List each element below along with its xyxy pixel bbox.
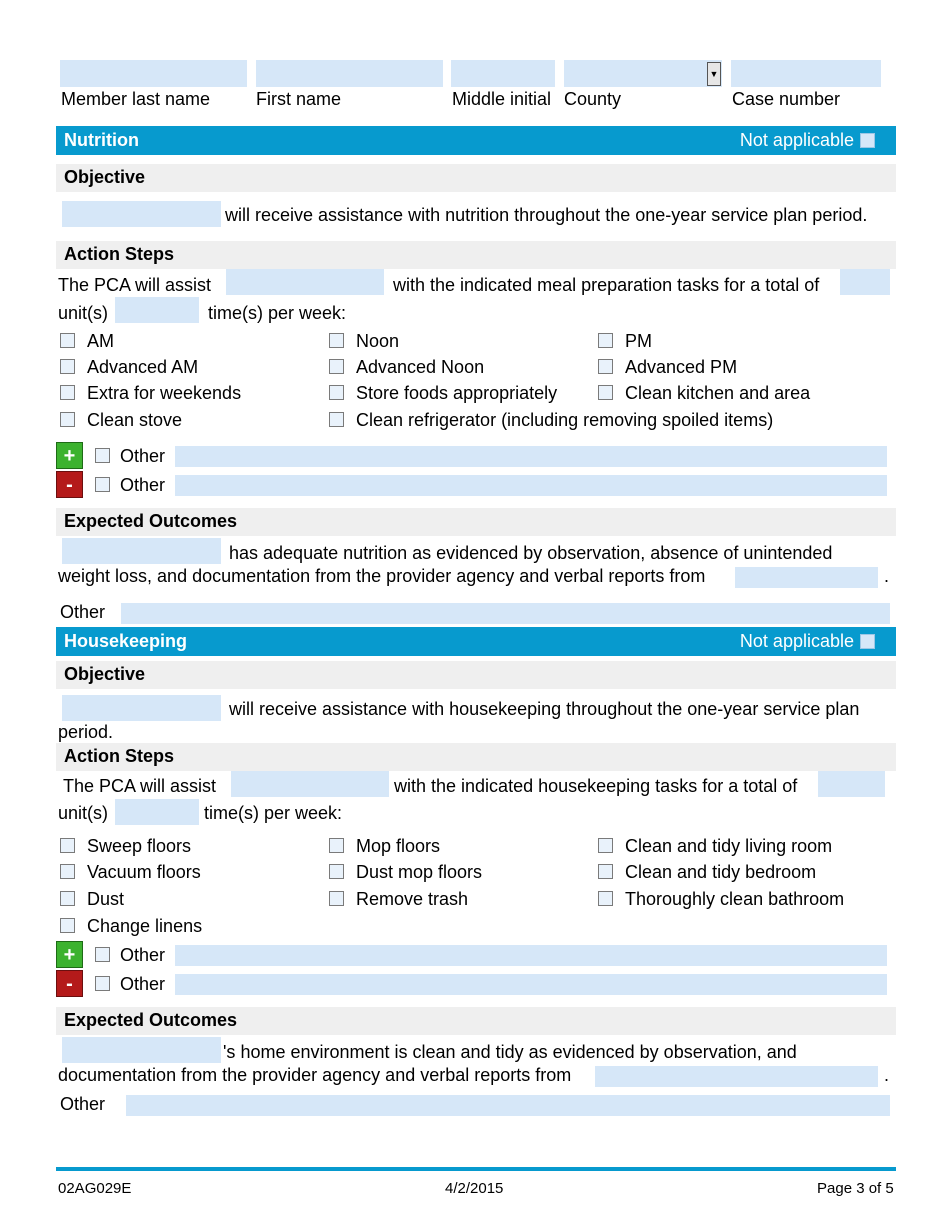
- housekeeping-action-member-input[interactable]: [231, 771, 389, 797]
- nutrition-task-checkbox-noon[interactable]: [329, 333, 344, 348]
- nutrition-task-checkbox-clean-kitchen[interactable]: [598, 385, 613, 400]
- nutrition-expected-outcomes-title: Expected Outcomes: [64, 511, 238, 531]
- housekeeping-task-checkbox-vacuum[interactable]: [60, 864, 75, 879]
- county-select[interactable]: [564, 60, 722, 87]
- nutrition-task-checkbox-advanced-pm[interactable]: [598, 359, 613, 374]
- first-name-input[interactable]: [256, 60, 443, 87]
- nutrition-expected-outcomes-header: [56, 508, 896, 536]
- nutrition-other-checkbox-2[interactable]: [95, 477, 110, 492]
- member-last-name-input[interactable]: [60, 60, 247, 87]
- nutrition-task-label-clean-kitchen: Clean kitchen and area: [625, 383, 811, 403]
- housekeeping-outcome-member-input[interactable]: [62, 1037, 221, 1063]
- housekeeping-action-text-2: with the indicated housekeeping tasks for a total of: [394, 776, 798, 796]
- nutrition-task-label-advanced-pm: Advanced PM: [625, 357, 738, 377]
- nutrition-not-applicable-checkbox[interactable]: [860, 133, 875, 148]
- nutrition-outcome-text-2: weight loss, and documentation from the provider agency and verbal reports from: [58, 566, 706, 586]
- nutrition-task-label-clean-refrigerator: Clean refrigerator (including removing spoiled items): [356, 410, 774, 430]
- footer-date: 4/2/2015: [445, 1180, 504, 1197]
- housekeeping-other-outcome-input[interactable]: [126, 1095, 890, 1116]
- nutrition-task-label-pm: PM: [625, 331, 652, 351]
- housekeeping-units-label: unit(s): [58, 803, 109, 823]
- housekeeping-task-checkbox-bedroom[interactable]: [598, 864, 613, 879]
- housekeeping-task-label-bathroom: Thoroughly clean bathroom: [625, 889, 845, 909]
- housekeeping-task-checkbox-living-room[interactable]: [598, 838, 613, 853]
- nutrition-outcome-member-input[interactable]: [62, 538, 221, 564]
- housekeeping-add-other-button[interactable]: +: [56, 941, 83, 968]
- nutrition-action-member-input[interactable]: [226, 269, 384, 295]
- housekeeping-task-checkbox-mop[interactable]: [329, 838, 344, 853]
- nutrition-objective-member-input[interactable]: [62, 201, 221, 227]
- nutrition-task-checkbox-clean-stove[interactable]: [60, 412, 75, 427]
- housekeeping-title: Housekeeping: [64, 631, 188, 651]
- nutrition-task-label-advanced-noon: Advanced Noon: [356, 357, 485, 377]
- case-number-input[interactable]: [731, 60, 881, 87]
- nutrition-task-checkbox-advanced-noon[interactable]: [329, 359, 344, 374]
- housekeeping-expected-outcomes-header: [56, 1007, 896, 1035]
- housekeeping-objective-title: Objective: [64, 664, 146, 684]
- housekeeping-outcome-text-2: documentation from the provider agency and verbal reports from: [58, 1065, 572, 1085]
- nutrition-times-label: time(s) per week:: [208, 303, 347, 323]
- housekeeping-task-label-living-room: Clean and tidy living room: [625, 836, 833, 856]
- nutrition-task-checkbox-extra-weekends[interactable]: [60, 385, 75, 400]
- footer-form-id: 02AG029E: [58, 1180, 132, 1197]
- member-last-name-label: Member last name: [61, 89, 211, 109]
- housekeeping-task-checkbox-change-linens[interactable]: [60, 918, 75, 933]
- nutrition-task-checkbox-advanced-am[interactable]: [60, 359, 75, 374]
- nutrition-other-input-1[interactable]: [175, 446, 887, 467]
- housekeeping-other-input-2[interactable]: [175, 974, 887, 995]
- footer-page-number: Page 3 of 5: [817, 1180, 894, 1197]
- housekeeping-outcome-text-1: 's home environment is clean and tidy as evidenced by observation, and: [223, 1042, 797, 1062]
- nutrition-task-checkbox-am[interactable]: [60, 333, 75, 348]
- middle-initial-label: Middle initial: [452, 89, 552, 109]
- housekeeping-other-checkbox-2[interactable]: [95, 976, 110, 991]
- housekeeping-task-checkbox-dust[interactable]: [60, 891, 75, 906]
- nutrition-task-label-store-foods: Store foods appropriately: [356, 383, 558, 403]
- nutrition-action-text-1: The PCA will assist: [58, 275, 212, 295]
- housekeeping-task-label-sweep: Sweep floors: [87, 836, 192, 856]
- nutrition-objective-header: [56, 164, 896, 192]
- nutrition-units-label: unit(s): [58, 303, 109, 323]
- housekeeping-objective-text-2: period.: [58, 722, 114, 742]
- nutrition-task-checkbox-pm[interactable]: [598, 333, 613, 348]
- nutrition-other-label-1: Other: [120, 446, 166, 466]
- housekeeping-times-label: time(s) per week:: [204, 803, 343, 823]
- nutrition-times-input[interactable]: [115, 297, 199, 323]
- county-label: County: [564, 89, 622, 109]
- housekeeping-action-steps-title: Action Steps: [64, 746, 175, 766]
- county-dropdown-icon[interactable]: ▼: [707, 62, 721, 86]
- housekeeping-task-checkbox-sweep[interactable]: [60, 838, 75, 853]
- housekeeping-section-header: [56, 627, 896, 656]
- nutrition-units-input[interactable]: [840, 269, 890, 295]
- housekeeping-other-label-2: Other: [120, 974, 166, 994]
- housekeeping-action-steps-header: [56, 743, 896, 771]
- case-number-label: Case number: [732, 89, 841, 109]
- housekeeping-other-label-1: Other: [120, 945, 166, 965]
- nutrition-action-steps-title: Action Steps: [64, 244, 175, 264]
- nutrition-action-text-2: with the indicated meal preparation tasks for a total of: [393, 275, 820, 295]
- nutrition-title: Nutrition: [64, 130, 139, 150]
- nutrition-task-label-noon: Noon: [356, 331, 400, 351]
- housekeeping-expected-outcomes-title: Expected Outcomes: [64, 1010, 238, 1030]
- housekeeping-other-input-1[interactable]: [175, 945, 887, 966]
- nutrition-other-input-2[interactable]: [175, 475, 887, 496]
- housekeeping-objective-text-1: will receive assistance with housekeeping throughout the one-year service plan: [229, 699, 860, 719]
- housekeeping-task-label-mop: Mop floors: [356, 836, 441, 856]
- nutrition-other-outcome-label: Other: [60, 602, 106, 622]
- housekeeping-task-label-dust: Dust: [87, 889, 125, 909]
- nutrition-remove-other-button[interactable]: -: [56, 471, 83, 498]
- housekeeping-objective-member-input[interactable]: [62, 695, 221, 721]
- housekeeping-action-text-1: The PCA will assist: [63, 776, 217, 796]
- nutrition-task-label-extra-weekends: Extra for weekends: [87, 383, 242, 403]
- nutrition-other-label-2: Other: [120, 475, 166, 495]
- nutrition-section-header: [56, 126, 896, 155]
- nutrition-objective-text: will receive assistance with nutrition throughout the one-year service plan period.: [225, 205, 868, 225]
- housekeeping-task-checkbox-dust-mop[interactable]: [329, 864, 344, 879]
- footer-rule: [56, 1167, 896, 1171]
- housekeeping-task-label-vacuum: Vacuum floors: [87, 862, 201, 882]
- nutrition-add-other-button[interactable]: +: [56, 442, 83, 469]
- nutrition-task-checkbox-store-foods[interactable]: [329, 385, 344, 400]
- housekeeping-outcome-end: .: [884, 1065, 890, 1085]
- nutrition-outcome-reports-input[interactable]: [735, 567, 878, 588]
- housekeeping-not-applicable-label: Not applicable: [739, 631, 854, 651]
- housekeeping-task-label-dust-mop: Dust mop floors: [356, 862, 483, 882]
- nutrition-other-outcome-input[interactable]: [121, 603, 890, 624]
- housekeeping-times-input[interactable]: [115, 799, 199, 825]
- nutrition-not-applicable-label: Not applicable: [739, 130, 854, 150]
- housekeeping-units-input[interactable]: [818, 771, 885, 797]
- housekeeping-task-checkbox-bathroom[interactable]: [598, 891, 613, 906]
- housekeeping-remove-other-button[interactable]: -: [56, 970, 83, 997]
- nutrition-other-checkbox-1[interactable]: [95, 448, 110, 463]
- housekeeping-task-label-bedroom: Clean and tidy bedroom: [625, 862, 817, 882]
- housekeeping-task-label-change-linens: Change linens: [87, 916, 203, 936]
- nutrition-objective-title: Objective: [64, 167, 146, 187]
- housekeeping-other-outcome-label: Other: [60, 1094, 106, 1114]
- nutrition-task-checkbox-clean-refrigerator[interactable]: [329, 412, 344, 427]
- nutrition-task-label-advanced-am: Advanced AM: [87, 357, 199, 377]
- nutrition-task-label-clean-stove: Clean stove: [87, 410, 183, 430]
- housekeeping-other-checkbox-1[interactable]: [95, 947, 110, 962]
- nutrition-outcome-text-1: has adequate nutrition as evidenced by observation, absence of unintended: [229, 543, 833, 563]
- first-name-label: First name: [256, 89, 342, 109]
- housekeeping-outcome-reports-input[interactable]: [595, 1066, 878, 1087]
- nutrition-task-label-am: AM: [87, 331, 114, 351]
- housekeeping-not-applicable-checkbox[interactable]: [860, 634, 875, 649]
- housekeeping-objective-header: [56, 661, 896, 689]
- housekeeping-task-label-remove-trash: Remove trash: [356, 889, 469, 909]
- housekeeping-task-checkbox-remove-trash[interactable]: [329, 891, 344, 906]
- nutrition-action-steps-header: [56, 241, 896, 269]
- nutrition-outcome-end: .: [884, 566, 890, 586]
- middle-initial-input[interactable]: [451, 60, 555, 87]
